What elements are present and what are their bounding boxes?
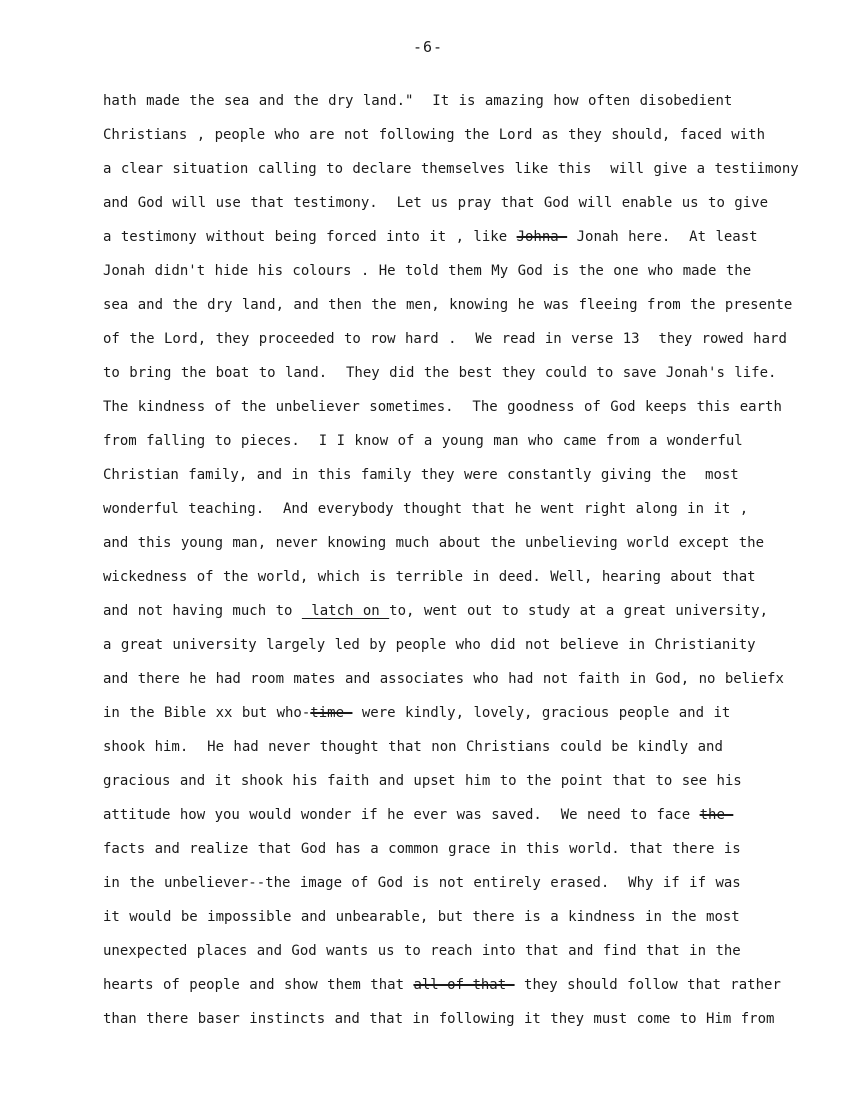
line-text: shook him. He had never thought that non Christians could be kindly and	[103, 739, 723, 755]
line-text: a great university largely led by people who did not believe in Christianity	[103, 637, 756, 653]
text-line	[103, 938, 803, 972]
line-text: than there baser instincts and that in following it they must come to Him from	[103, 1011, 775, 1027]
line-text: in the Bible xx but who-	[103, 705, 311, 721]
text-line	[103, 598, 803, 632]
text-line	[103, 462, 803, 496]
line-text: Christians , people who are not following the Lord as they should, faced with	[103, 127, 766, 143]
body-text	[103, 88, 803, 1040]
line-text: they should follow that rather	[514, 977, 781, 993]
text-line	[103, 88, 803, 122]
line-text: Jonah here. At least	[567, 229, 758, 245]
line-text: and God will use that testimony. Let us pray that God will enable us to give	[103, 195, 769, 211]
text-line	[103, 666, 803, 700]
line-text: it would be impossible and unbearable, but there is a kindness in the most	[103, 909, 740, 925]
text-line	[103, 802, 803, 836]
struck-out-text: the-	[699, 807, 734, 823]
text-line	[103, 904, 803, 938]
line-text: and not having much to	[103, 603, 302, 619]
text-line	[103, 156, 803, 190]
text-line	[103, 394, 803, 428]
text-line	[103, 768, 803, 802]
line-text: sea and the dry land, and then the men, knowing he was fleeing from the presente	[103, 297, 793, 313]
line-text: from falling to pieces. I I know of a young man who came from a wonderful	[103, 433, 743, 449]
text-line	[103, 836, 803, 870]
struck-out-text: all-of-that-	[413, 977, 515, 993]
text-line	[103, 700, 803, 734]
line-text: Christian family, and in this family they were constantly giving the most	[103, 467, 739, 483]
line-text: The kindness of the unbeliever sometimes. The goodness of God keeps this earth	[103, 399, 782, 415]
text-line	[103, 870, 803, 904]
line-text: a testimony without being forced into it , like	[103, 229, 517, 245]
line-text: and there he had room mates and associates who had not faith in God, no beliefx	[103, 671, 784, 687]
line-text: in the unbeliever--the image of God is not entirely erased. Why if if was	[103, 875, 741, 891]
text-line	[103, 530, 803, 564]
text-line	[103, 496, 803, 530]
struck-out-text: time-	[310, 705, 353, 721]
text-line	[103, 292, 803, 326]
line-text: attitude how you would wonder if he ever was saved. We need to face	[103, 807, 700, 823]
text-line	[103, 564, 803, 598]
line-text: wickedness of the world, which is terrible in deed. Well, hearing about that	[103, 569, 756, 585]
text-line	[103, 258, 803, 292]
text-line	[103, 632, 803, 666]
text-line	[103, 972, 803, 1006]
underlined-text: latch on	[301, 603, 390, 619]
struck-out-text: Johna-	[516, 229, 568, 245]
text-line	[103, 326, 803, 360]
line-text: were kindly, lovely, gracious people and it	[352, 705, 731, 721]
page-number: -6-	[412, 38, 444, 56]
text-line	[103, 360, 803, 394]
line-text: gracious and it shook his faith and upset him to the point that to see his	[103, 773, 742, 789]
text-line	[103, 1006, 803, 1040]
line-text: to bring the boat to land. They did the best they could to save Jonah's life.	[103, 365, 777, 381]
line-text: Jonah didn't hide his colours . He told them My God is the one who made the	[103, 263, 752, 279]
text-line	[103, 734, 803, 768]
text-line	[103, 190, 803, 224]
line-text: hearts of people and show them that	[103, 977, 414, 993]
line-text: a clear situation calling to declare themselves like this will give a testiimony	[103, 161, 799, 177]
text-line	[103, 428, 803, 462]
text-line	[103, 224, 803, 258]
line-text: unexpected places and God wants us to reach into that and find that in the	[103, 943, 741, 959]
line-text: of the Lord, they proceeded to row hard . We read in verse 13 they rowed hard	[103, 331, 787, 347]
line-text: wonderful teaching. And everybody thought that he went right along in it ,	[103, 501, 749, 517]
line-text: hath made the sea and the dry land." It is amazing how often disobedient	[103, 93, 733, 109]
line-text: to, went out to study at a great university,	[389, 603, 769, 619]
line-text: and this young man, never knowing much about the unbelieving world except the	[103, 535, 765, 551]
text-line	[103, 122, 803, 156]
line-text: facts and realize that God has a common grace in this world. that there is	[103, 841, 741, 857]
